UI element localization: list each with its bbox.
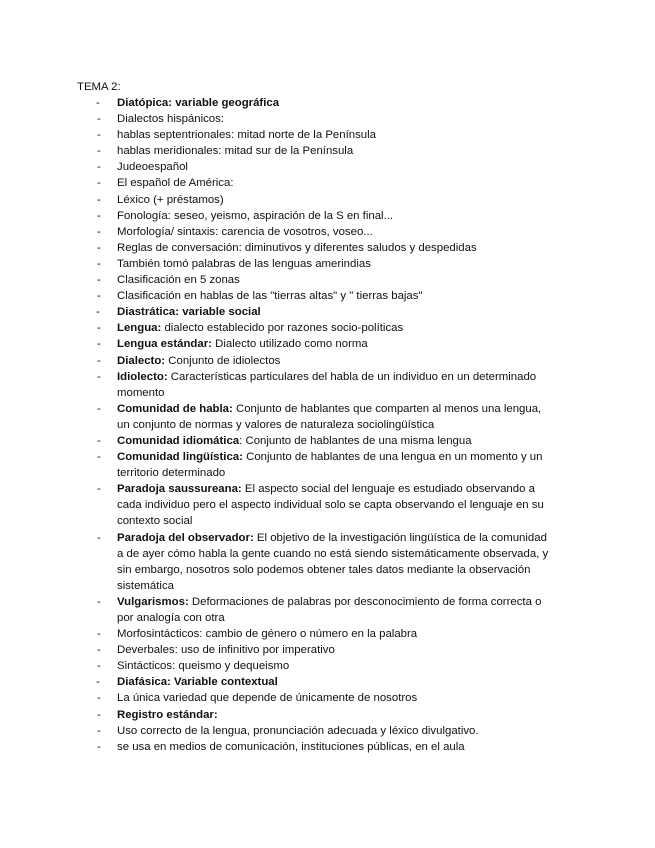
sub-item-text: hablas meridionales: mitad sur de la Península — [117, 145, 354, 158]
item-description: Dialecto utilizado como norma — [211, 338, 368, 351]
sub-list-item — [97, 143, 655, 159]
sub-list-item — [97, 256, 655, 272]
item-description: Características particulares del habla de un individuo en un determinado momento — [117, 370, 537, 399]
bullet-dash: - — [97, 290, 101, 303]
outline-list — [0, 95, 655, 755]
bullet-dash: - — [97, 724, 101, 737]
bullet-dash: - — [97, 113, 101, 126]
section-heading: Diafásica: Variable contextual — [117, 676, 278, 689]
bullet-dash: - — [97, 354, 101, 367]
list-item — [97, 481, 655, 529]
sub-item-text: se usa en medios de comunicación, instituciones públicas, en el aula — [117, 740, 465, 753]
item-term: Comunidad lingüística: — [117, 451, 243, 464]
item-description: Deformaciones de palabras por desconocimiento de forma correcta o por analogía con otra — [117, 595, 542, 624]
sub-list-item — [97, 642, 655, 658]
bullet-dash: - — [97, 161, 101, 174]
sub-item-text: Deverbales: uso de infinitivo por imperativo — [117, 644, 335, 657]
bullet-dash: - — [97, 177, 101, 190]
list-item — [97, 175, 655, 304]
list-item-text — [117, 530, 550, 594]
bullet-dash: - — [97, 531, 101, 544]
sub-item-text: También tomó palabras de las lenguas amerindias — [117, 257, 371, 270]
sub-item-text: Léxico (+ préstamos) — [117, 193, 224, 206]
bullet-dash: - — [97, 370, 101, 383]
section-item — [0, 304, 655, 674]
item-term: Comunidad idiomática — [117, 434, 240, 447]
bullet-dash: - — [96, 306, 100, 319]
bullet-dash: - — [97, 322, 101, 335]
sub-list-item — [97, 288, 655, 304]
list-item — [97, 449, 655, 481]
item-term: Dialecto: — [117, 354, 166, 367]
item-description: Conjunto de hablantes de una lengua en un momento y un territorio determinado — [117, 451, 543, 480]
list-item-text — [117, 594, 550, 626]
item-description: El aspecto social del lenguaje es estudiado observando a cada individuo pero el aspecto individual solo se capta observando el lenguaje en su contexto social — [117, 483, 544, 528]
bullet-dash: - — [97, 628, 101, 641]
sub-list-item — [97, 159, 655, 175]
sub-item-text: Reglas de conversación: diminutivos y diferentes saludos y despedidas — [117, 241, 477, 254]
list-item-text — [117, 690, 550, 706]
sub-items — [97, 626, 655, 674]
sub-items — [97, 127, 655, 175]
sub-item-text: Sintácticos: queismo y dequeismo — [117, 660, 290, 673]
item-description: Conjunto de idiolectos — [165, 354, 281, 367]
list-item — [97, 594, 655, 674]
bullet-dash: - — [97, 402, 101, 415]
list-item-text — [117, 336, 550, 352]
list-item-text — [117, 353, 550, 369]
sub-list-item — [97, 208, 655, 224]
list-item — [97, 433, 655, 449]
item-term: Paradoja del observador: — [117, 531, 254, 544]
sub-list-item — [97, 739, 655, 755]
section-heading: Diatópica: variable geográfica — [117, 97, 280, 109]
list-item-text — [117, 481, 550, 529]
list-item — [97, 401, 655, 433]
bullet-dash: - — [97, 193, 101, 206]
bullet-dash: - — [97, 338, 101, 351]
bullet-dash: - — [97, 451, 101, 464]
sub-item-text: Clasificación en hablas de las "tierras altas" y " tierras bajas" — [117, 290, 423, 303]
sub-list-item — [97, 272, 655, 288]
section-heading-row — [117, 674, 655, 690]
bullet-dash: - — [96, 676, 100, 689]
item-description: Conjunto de hablantes que comparten al menos una lengua, un conjunto de normas y valores de naturaleza sociolingüística — [117, 402, 542, 431]
list-item-text — [117, 433, 550, 449]
list-item — [97, 707, 655, 755]
bullet-dash: - — [97, 209, 101, 222]
document-title: TEMA 2: — [77, 81, 121, 93]
section-items — [97, 111, 655, 304]
item-term: Lengua estándar: — [117, 338, 212, 351]
bullet-dash: - — [97, 225, 101, 238]
section-heading: Diastrática: variable social — [117, 306, 261, 319]
sub-item-text: Fonología: seseo, yeismo, aspiración de la S en final... — [117, 209, 394, 222]
sub-list-item — [97, 240, 655, 256]
bullet-dash: - — [97, 483, 101, 496]
bullet-dash: - — [97, 644, 101, 657]
item-description: El objetivo de la investigación lingüística de la comunidad a de ayer cómo habla la gente cuando no está siendo sistemáticamente observada, y sin embargo, nosotros solo podemos obtener tales datos mediante la observación sistemática — [117, 531, 549, 592]
section-items — [97, 320, 655, 674]
list-item — [97, 111, 655, 175]
sub-item-text: Morfología/ sintaxis: carencia de vosotros, voseo... — [117, 225, 373, 238]
document-page — [0, 79, 655, 755]
list-item-text — [117, 111, 550, 127]
item-term: Paradoja saussureana: — [117, 483, 242, 496]
section-item — [0, 674, 655, 754]
bullet-dash: - — [97, 740, 101, 753]
list-item — [97, 369, 655, 401]
bullet-dash: - — [97, 660, 101, 673]
item-description: : Conjunto de hablantes de una misma lengua — [239, 434, 472, 447]
bullet-dash: - — [97, 241, 101, 254]
list-item-text — [117, 369, 550, 401]
sub-list-item — [97, 224, 655, 240]
sub-list-item — [97, 723, 655, 739]
item-term: Vulgarismos: — [117, 595, 189, 608]
sub-items — [97, 192, 655, 305]
item-description: dialecto establecido por razones socio-políticas — [161, 322, 404, 335]
list-item-text — [117, 707, 550, 723]
sub-item-text: Morfosintácticos: cambio de género o número en la palabra — [117, 628, 418, 641]
bullet-dash: - — [97, 129, 101, 142]
item-description: Dialectos hispánicos: — [117, 113, 224, 126]
item-description: La única variedad que depende de únicamente de nosotros — [117, 692, 418, 705]
list-item — [97, 336, 655, 352]
item-term: Lengua: — [117, 322, 162, 335]
bullet-dash: - — [97, 708, 101, 721]
item-term: Idiolecto: — [117, 370, 168, 383]
list-item — [97, 353, 655, 369]
bullet-dash: - — [97, 692, 101, 705]
list-item-text — [117, 320, 550, 336]
bullet-dash: - — [97, 145, 101, 158]
sub-item-text: Uso correcto de la lengua, pronunciación adecuada y léxico divulgativo. — [117, 724, 479, 737]
sub-item-text: Clasificación en 5 zonas — [117, 274, 240, 287]
list-item — [97, 320, 655, 336]
section-item — [0, 95, 655, 304]
bullet-dash: - — [97, 595, 101, 608]
sub-list-item — [97, 127, 655, 143]
bullet-dash: - — [97, 257, 101, 270]
sub-list-item — [97, 192, 655, 208]
bullet-dash: - — [97, 434, 101, 447]
list-item-text — [117, 175, 550, 191]
list-item — [97, 690, 655, 706]
section-heading-row — [117, 95, 655, 111]
item-term: Registro estándar: — [117, 708, 218, 721]
sub-item-text: Judeoespañol — [117, 161, 188, 174]
item-term: Comunidad de habla: — [117, 402, 233, 415]
sub-list-item — [97, 626, 655, 642]
list-item-text — [117, 401, 550, 433]
section-items — [97, 690, 655, 754]
sub-item-text: hablas septentrionales: mitad norte de la Península — [117, 129, 376, 142]
list-item-text — [117, 449, 550, 481]
item-description: El español de América: — [117, 177, 234, 190]
list-item — [97, 530, 655, 594]
bullet-dash: - — [97, 274, 101, 287]
sub-list-item — [97, 658, 655, 674]
sub-items — [97, 723, 655, 755]
section-heading-row — [117, 304, 655, 320]
bullet-dash: - — [96, 97, 100, 109]
